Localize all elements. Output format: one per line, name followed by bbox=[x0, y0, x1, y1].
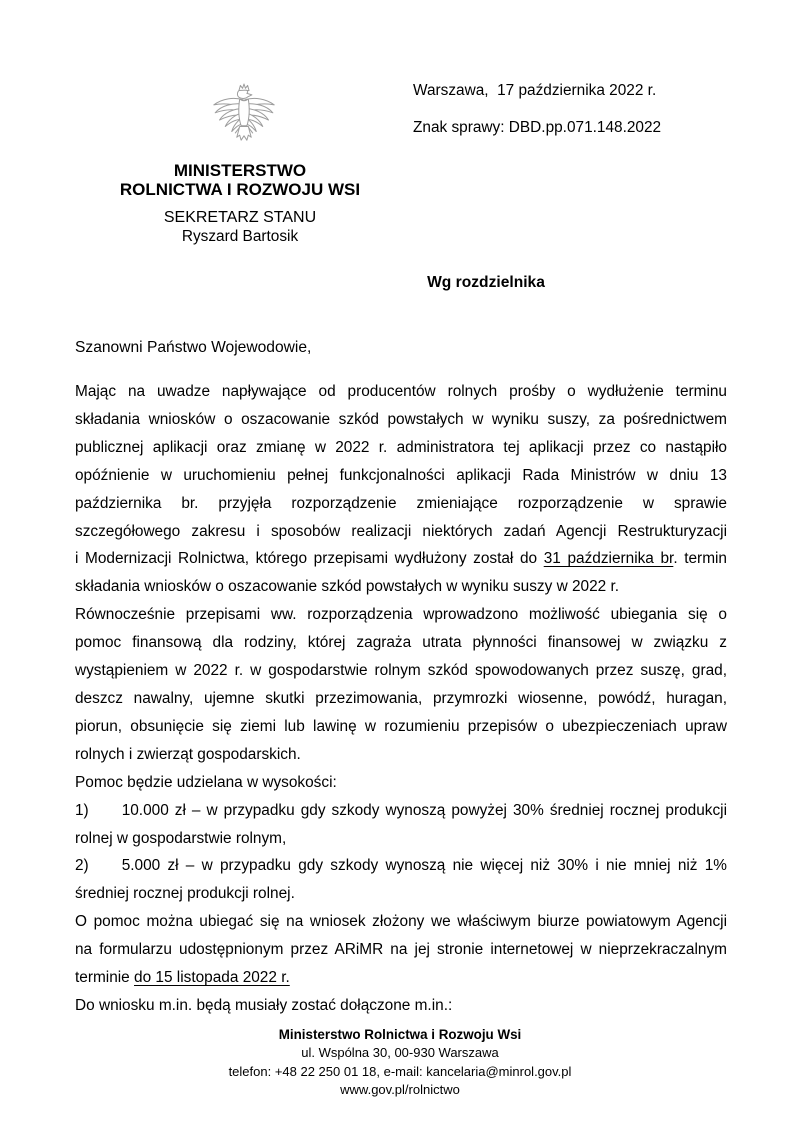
footer-website: www.gov.pl/rolnictwo bbox=[340, 1081, 460, 1097]
body-line bbox=[75, 573, 727, 601]
footer-block bbox=[0, 1026, 800, 1099]
official-title: SEKRETARZ STANU bbox=[163, 209, 317, 226]
body-line bbox=[75, 462, 727, 490]
case-number: Znak sprawy: DBD.pp.071.148.2022 bbox=[413, 119, 662, 136]
text-segment: na formularzu udostępnionym przez ARiMR na jej stronie internetowej w nieprzekraczalnym bbox=[75, 941, 727, 959]
text-segment: O pomoc można ubiegać się na wniosek złożony we właściwym biurze powiatowym Agencji bbox=[75, 913, 727, 931]
official-name: Ryszard Bartosik bbox=[181, 228, 299, 245]
text-segment: składania wniosków o oszacowanie szkód powstałych w wyniku suszy, za pośrednictwem bbox=[75, 410, 727, 428]
body-line bbox=[75, 825, 727, 853]
text-segment: i Modernizacji Rolnictwa, którego przepisami wydłużony został do bbox=[75, 550, 544, 568]
letter-body bbox=[75, 378, 727, 1020]
text-segment: 2) bbox=[75, 857, 89, 875]
body-line bbox=[75, 936, 727, 964]
text-segment: pomoc finansową dla rodziny, której zagraża utrata płynności finansowej w związku z bbox=[75, 634, 727, 652]
body-line bbox=[75, 629, 727, 657]
body-line bbox=[75, 378, 727, 406]
text-segment: piorun, obsunięcie się ziemi lub lawinę w rozumieniu przepisów o ubezpieczeniach upraw bbox=[75, 717, 727, 735]
body-line bbox=[75, 908, 727, 936]
body-line bbox=[75, 657, 727, 685]
body-line bbox=[75, 434, 727, 462]
text-segment: Równocześnie przepisami ww. rozporządzenia wprowadzono możliwość ubiegania się o bbox=[75, 606, 727, 624]
date-line: Warszawa, 17 października 2022 r. bbox=[413, 82, 657, 99]
text-segment: publicznej aplikacji oraz zmianę w 2022 r. administratora tej aplikacji przez co nastąpiło bbox=[75, 438, 727, 456]
body-line bbox=[75, 713, 727, 741]
footer-ministry-name: Ministerstwo Rolnictwa i Rozwoju Wsi bbox=[278, 1027, 522, 1042]
body-line bbox=[75, 797, 727, 825]
body-line bbox=[75, 518, 727, 546]
underlined-text: do 15 listopada 2022 r. bbox=[134, 969, 290, 987]
footer-contact: telefon: +48 22 250 01 18, e-mail: kancelaria@minrol.gov.pl bbox=[228, 1063, 572, 1079]
body-line bbox=[75, 992, 727, 1020]
text-segment: 1) bbox=[75, 801, 89, 819]
text-segment: Do wniosku m.in. będą musiały zostać dołączone m.in.: bbox=[75, 996, 453, 1014]
distribution-note: Wg rozdzielnika bbox=[427, 274, 545, 291]
text-segment: rolnych i zwierząt gospodarskich. bbox=[75, 745, 301, 763]
body-line bbox=[75, 852, 727, 880]
text-segment: szczegółowego zakresu i sposobów realizacji niektórych zadań Agencji Restrukturyzacji bbox=[75, 522, 727, 540]
underlined-text: 31 października br bbox=[543, 550, 674, 568]
text-segment: Mając na uwadze napływające od producentów rolnych prośby o wydłużenie terminu bbox=[75, 383, 727, 400]
text-segment: października br. przyjęła rozporządzenie zmieniające rozporządzenie w sprawie bbox=[75, 494, 727, 512]
text-segment: składania wniosków o oszacowanie szkód powstałych w wyniku suszy w 2022 r. bbox=[75, 578, 620, 596]
footer-address: ul. Wspólna 30, 00-930 Warszawa bbox=[301, 1045, 499, 1061]
salutation: Szanowni Państwo Wojewodowie, bbox=[75, 339, 312, 356]
text-segment: 10.000 zł – w przypadku gdy szkody wynoszą powyżej 30% średniej rocznej produkcji bbox=[121, 801, 727, 819]
text-segment: terminie bbox=[75, 969, 135, 987]
ministry-name-line1: MINISTERSTWO bbox=[173, 161, 307, 180]
body-line bbox=[75, 964, 727, 992]
ministry-name-line2: ROLNICTWA I ROZWOJU WSI bbox=[119, 180, 361, 199]
text-segment: opóźnienie w uruchomieniu pełnej funkcjonalności aplikacji Rada Ministrów w dniu 13 bbox=[75, 466, 727, 484]
body-line bbox=[75, 601, 727, 629]
text-segment: wystąpieniem w 2022 r. w gospodarstwie rolnym szkód spowodowanych przez suszę, grad, bbox=[75, 662, 727, 680]
text-segment: . termin bbox=[673, 550, 727, 568]
body-line bbox=[75, 406, 727, 434]
body-line bbox=[75, 769, 727, 797]
text-segment: Pomoc będzie udzielana w wysokości: bbox=[75, 773, 337, 791]
body-line bbox=[75, 685, 727, 713]
text-segment: rolnej w gospodarstwie rolnym, bbox=[75, 829, 287, 847]
polish-eagle-emblem bbox=[208, 82, 280, 158]
body-line bbox=[75, 880, 727, 908]
body-line bbox=[75, 490, 727, 518]
body-line bbox=[75, 741, 727, 769]
text-segment: 5.000 zł – w przypadku gdy szkody wynoszą nie więcej niż 30% i nie mniej niż 1% bbox=[121, 857, 727, 875]
text-segment: deszcz nawalny, ujemne skutki przezimowania, przymrozki wiosenne, powódź, huragan, bbox=[75, 689, 727, 707]
text-segment: średniej rocznej produkcji rolnej. bbox=[75, 885, 295, 903]
body-line bbox=[75, 545, 727, 573]
